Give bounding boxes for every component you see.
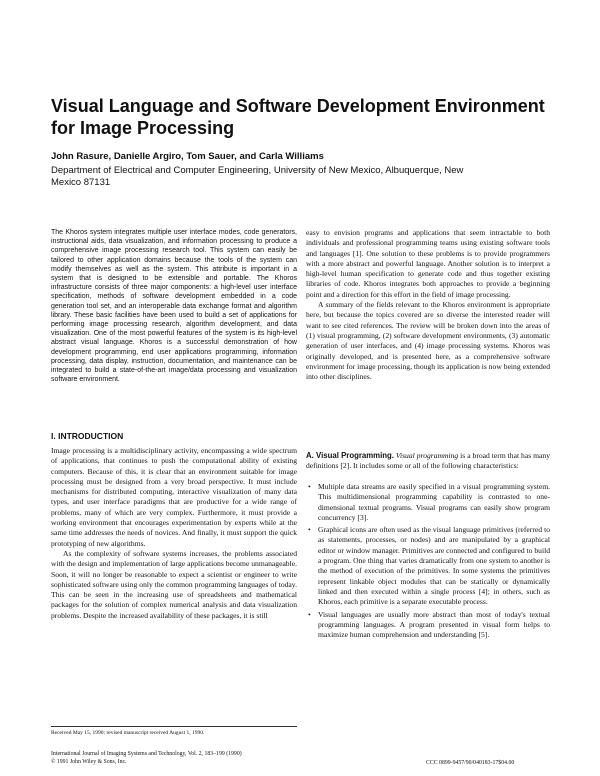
body-paragraph: A summary of the fields relevant to the Khoros environment is appropriate here, but because the topics covered are so diverse the interested reader will want to see cited references. The review will be broken down into the areas of (1) visual programming, (2) software development environments, (3) automatic generation of user interfaces, and (4) image processing systems. Khoros was originally developed, and is presented here, as a comprehensive software environment for image processing, though its application is now being extended into other disciplines. <box>306 300 550 382</box>
journal-citation: International Journal of Imaging Systems and Technology, Vol. 2, 183–199 (1990) <box>51 751 242 757</box>
list-item: • Multiple data streams are easily specified in a visual programming system. This multidimensional programming capability is contrasted to one-dimensional textual programs. Visual programs can easily show program concurrency [3]. <box>308 482 550 522</box>
copyright: © 1991 John Wiley & Sons, Inc. <box>51 758 127 765</box>
body-paragraph: easy to envision programs and applications that seem intractable to both individuals and professional programming teams using existing software tools and languages [1]. One solution to these problems is to provide programmers with a more abstract and powerful language. Another solution is to interpret a high-level human specification to generate code and thus together existing libraries of code. Khoros integrates both approaches to provide a beginning point and a direction for this effort in the field of image processing. <box>306 228 550 299</box>
characteristics-list <box>306 482 550 642</box>
introduction-body <box>51 446 297 621</box>
journal-info <box>51 751 371 766</box>
footnote: Received May 15, 1990; revised manuscript received August 1, 1990. <box>51 730 205 736</box>
visual-programming-text: is a broad term that has many definitions [2]. It includes some or all of the following characteristics: <box>306 451 550 471</box>
ccc-code: CCC 0899-9457/90/040183-17$04.00 <box>426 760 515 766</box>
authors: John Rasure, Danielle Argiro, Tom Sauer, and Carla Williams <box>51 151 324 162</box>
list-item: • Graphical icons are often used as the visual language primitives (referred to as statements, processes, or nodes) and are manipulated by a graphical editor or window manager. Primitives are connected and configured to build a program. One thing that varies dramatically from one system to another is the method of execution of the primitives. In some systems the primitives represent linkable object modules that can be statically or dynamically linked and then executed within a single process [4]; in others, such as Khoros, each primitive is a separate executable process. <box>308 525 550 607</box>
bullet-icon: • <box>308 525 311 535</box>
affiliation: Department of Electrical and Computer Engineering, University of New Mexico, Albuquerque, New Mexico 87131 <box>51 165 464 188</box>
list-item: • Visual languages are usually more abstract than most of today's textual programming languages. A program presented in visual form helps to maximize human comprehension and understanding [5]. <box>308 609 550 640</box>
intro-paragraph: Image processing is a multidisciplinary activity, encompassing a wide spectrum of applications, that continues to push the computational ability of existing computers. Because of this, it is clear that an environment suitable for image processing must be designed from a very broad perspective. It must include mechanisms for distributed computing, interactive visualization of many data types, and user interface paradigms that are productive for a wide range of problems, many of which are very complex. Furthermore, it must provide a working environment that encourages experimentation by experts while at the same time addresses the needs of novices. And finally, it must support the quick prototyping of new algorithms. <box>51 446 297 548</box>
subsection-heading-visual-programming: A. Visual Programming. <box>306 451 394 460</box>
bullet-icon: • <box>308 482 311 491</box>
visual-programming-paragraph <box>306 451 550 472</box>
paper-title: Visual Language and Software Development Environment for Image Processing <box>51 96 545 138</box>
bullet-icon: • <box>308 609 311 619</box>
section-heading-introduction: I. INTRODUCTION <box>51 431 124 441</box>
abstract: The Khoros system integrates multiple user interface modes, code generators, instructional aids, data visualization, and information processing to produce a comprehensive image processing research tool. This system can easily be tailored to other application domains because the tools of the system can modify themselves as well as the system. This attribute is important in a system that is designed to be extensible and portable. The Khoros infrastructure consists of three major components: a high-level user interface specification, methods of software development embedded in a code generation tool set, and an interoperable data exchange format and algorithm library. These basic facilities have been used to build a set of applications for performing image processing research, algorithm development, and data visualization. One of the most powerful features of the system is its high-level abstract visual language. Khoros is a successful demonstration of how development programming, end user applications programming, information processing, data display, instruction, documentation, and maintenance can be integrated to build a state-of-the-art image/data processing and visualization software environment. <box>51 229 297 384</box>
intro-paragraph: As the complexity of software systems increases, the problems associated with the design and implementation of large applications become unmanageable. Soon, it will no longer be reasonable to expect a scientist or engineer to write sophisticated software using only the common programming languages of today. This can be seen in the increasing use of spreadsheets and mathematical packages for the solution of complex numerical analysis and data visualization problems. Despite the increased availability of these packages, it is still <box>51 548 297 620</box>
footnote-rule <box>51 726 297 727</box>
term-visual-programming: Visual programming <box>395 451 459 460</box>
right-column-introduction <box>306 228 550 382</box>
